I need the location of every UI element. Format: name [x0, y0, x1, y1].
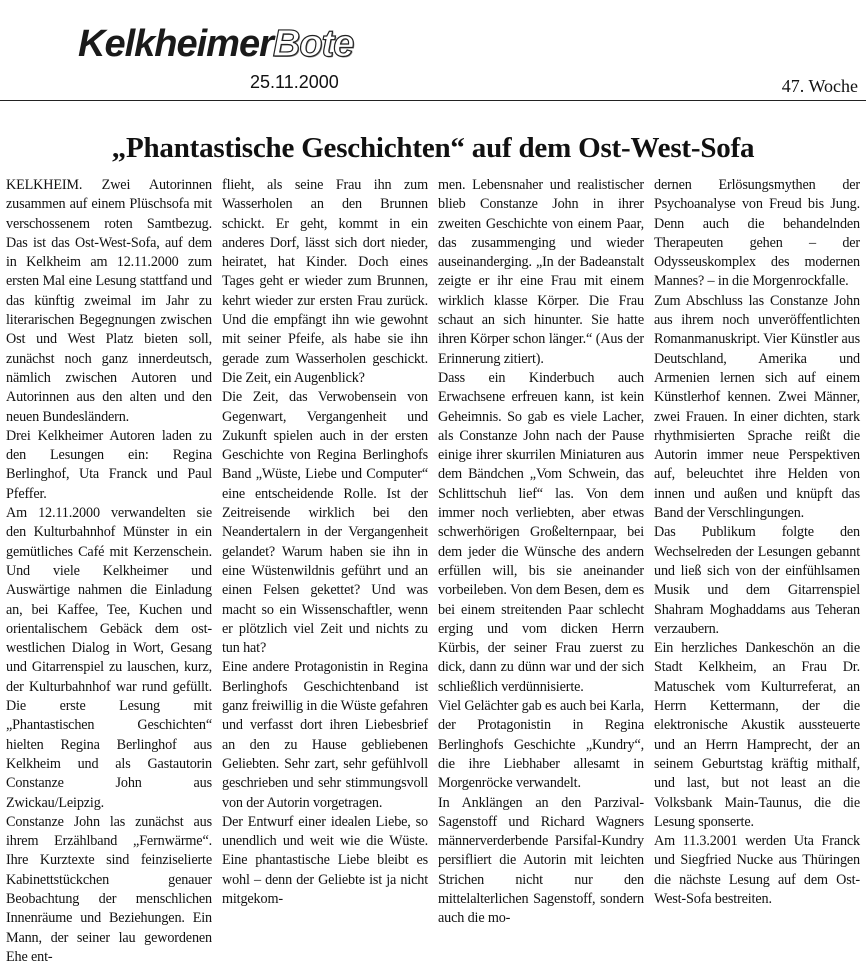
paragraph: Die Zeit, das Verwobensein von Gegenwart, Vergangenheit und Zukunft spielen auch in der ersten Geschichte von Regina Berlinghofs Band „Wüste, Liebe und Computer“ eine entscheidende Rolle. Ist der Zeitreisende wirklich bei den Neandertalern in der Vergangenheit gelandet? Warum haben sie ihn in eine Wüstenwildnis geführt und an einen Felsen gekettet? Und was macht so ein Wissenschaftler, wenn er plötzlich viel Zeit und nichts zu tun hat?	[222, 389, 428, 657]
paragraph: Dass ein Kinderbuch auch Erwachsene erfreuen kann, ist kein Geheimnis. So gab es viele Lacher, als Constanze John nach der Pause einige ihrer skurrilen Miniaturen aus dem Bändchen „Vom Schwein, das Schlittschuh lief“ las. Von dem immer noch verliebten, aber etwas schwerhörigen Großelternpaar, bei dem jeder die Wünsche des andern erfüllen will, bis sie aneinander vorbeileben. Von dem Besen, dem es bei einem streitenden Paar schlecht erging und vom dicken Herrn Kürbis, der seiner Frau zuerst zu dick, dann zu dünn war und der sich schließlich verdünnisierte.	[438, 369, 644, 695]
paragraph: Drei Kelkheimer Autoren laden zu den Lesungen ein: Regina Berlinghof, Uta Franck und Paul Pfeffer.	[6, 427, 212, 502]
paragraph: KELKHEIM. Zwei Autorinnen zusammen auf einem Plüschsofa mit verschossenem roten Samtbezug. Das ist das Ost-West-Sofa, auf dem in Kelkheim am 12.11.2000 zum ersten Mal eine Lesung stattfand und das künftig zweimal im Jahr zu literarischen Begegnungen zwischen Ost und West Platz bieten soll, zunächst noch ganz innerdeutsch, nämlich zwischen Autoren und Autorinnen aus den alten und den neuen Bundesländern.	[6, 177, 212, 425]
issue-week: 47. Woche	[781, 76, 858, 96]
paragraph: Eine andere Protagonistin in Regina Berlinghofs Geschichtenband ist ganz freiwillig in die Wüste gefahren und verfasst dort ihren Liebesbrief an den zu Hause gebliebenen Geliebten. Sehr zart, sehr gefühlvoll geschrieben und sehr stimmungsvoll von der Autorin vorgetragen.	[222, 659, 428, 811]
header-divider	[0, 100, 866, 101]
article-body	[6, 176, 860, 967]
masthead-name-part1: Kelkheimer	[78, 23, 273, 65]
paragraph: Am 11.3.2001 werden Uta Franck und Siegfried Nucke aus Thüringen die nächste Lesung auf dem Ost-West-Sofa bestreiten.	[654, 833, 860, 907]
issue-date: 25.11.2000	[250, 72, 339, 92]
paragraph: Am 12.11.2000 verwandelten sie den Kulturbahnhof Münster in ein gemütliches Café mit Kerzenschein. Und viele Kelkheimer und Auswärtige nahmen die Einladung an, bei Kaffee, Tee, Kuchen und orientalischem Gebäck dem ost-westlichen Dialog in Wort, Gesang und Gitarrenspiel zu lauschen, kurz, der Kulturbahnhof war rund gefüllt. Die erste Lesung mit „Phantastischen Geschichten“ hielten Regina Berlinghof aus Kelkheim und als Gastautorin Constanze John aus Zwickau/Leipzig.	[6, 505, 212, 811]
paragraph: men. Lebensnaher und realistischer blieb Constanze John in ihrer zweiten Geschichte von einem Paar, das zusammenging und wieder auseinanderging. „In der Badeanstalt zeigte er ihr eine Frau mit einem wirklich klasse Körper. Die Frau schaut an sich hinunter. Sie hatte ihren Körper schon länger.“ (Aus der Erinnerung zitiert).	[438, 177, 644, 367]
paragraph: Viel Gelächter gab es auch bei Karla, der Protagonistin in Regina Berlinghofs Geschichte „Kundry“, die ihre Liebhaber allesamt in Morgenröcke verwandelt.	[438, 698, 644, 792]
paragraph: Das Publikum folgte den Wechselreden der Lesungen gebannt und ließ sich von der einfühlsamen Musik und dem Gitarrenspiel Shahram Moghaddams aus Teheran verzaubern.	[654, 524, 860, 637]
paragraph: In Anklängen an den Parzival-Sagenstoff und Richard Wagners männerverderbende Parsifal-Kundry persifliert die Autorin mit leichten Strichen nicht nur den mittelalterlichen Sagenstoff, sondern auch die mo-	[438, 794, 644, 927]
article-column-3	[438, 176, 644, 967]
article-headline: „Phantastische Geschichten“ auf dem Ost-West-Sofa	[111, 132, 755, 164]
paragraph: Constanze John las zunächst aus ihrem Erzählband „Fernwärme“. Ihre Kurztexte sind feinziselierte Kabinettstückchen genauer Beobachtung der menschlichen Innenräume und Beziehungen. Ein Mann, der seiner lau gewordenen Ehe ent-	[6, 813, 212, 965]
article-column-4	[654, 176, 860, 967]
masthead-logo	[78, 22, 353, 66]
paragraph: dernen Erlösungsmythen der Psychoanalyse von Freud bis Jung. Denn auch die behandelnden Therapeuten gehen – der Odysseuskomplex des modernen Mannes? – in die Morgenrockfalle.	[654, 177, 860, 290]
paragraph: Der Entwurf einer idealen Liebe, so unendlich und weit wie die Wüste. Eine phantastische Liebe bleibt es wohl – denn der Geliebte ist ja nicht mitgekom-	[222, 813, 428, 907]
paragraph: flieht, als seine Frau ihn zum Wasserholen an den Brunnen schickt. Er geht, kommt in ein anderes Dorf, lässt sich dort nieder, heiratet, hat Kinder. Doch eines Tages geht er wieder zum Brunnen, kehrt wieder zur ersten Frau zurück. Und die empfängt ihn wie gewohnt mit seiner Pfeife, als habe sie ihn gerade zum Wasserholen geschickt. Die Zeit, ein Augenblick?	[222, 177, 428, 386]
paragraph: Zum Abschluss las Constanze John aus ihrem noch unveröffentlichten Romanmanuskript. Vier Künstler aus Deutschland, Amerika und Armenien lernen sich auf einem Künstlerhof kennen. Zwei Männer, zwei Frauen. In einer dichten, stark rhythmisierten Sprache reißt die Autorin immer neue Perspektiven auf, beleuchtet ihre Helden von innen und außen und knüpft das Band der Verschlingungen.	[654, 292, 860, 522]
paragraph: Ein herzliches Dankeschön an die Stadt Kelkheim, an Frau Dr. Matuschek vom Kulturreferat, an Herrn Kettermann, der die elektronische Akustik aussteuerte und an Herrn Hamprecht, der an seinem Geburtstag kräftig mithalf, und last, but not least an die Volksbank Main-Taunus, die die Lesung sponserte.	[654, 640, 860, 830]
article-column-2	[222, 176, 428, 967]
masthead-name-part2: Bote	[272, 23, 354, 65]
article-column-1	[6, 176, 212, 967]
